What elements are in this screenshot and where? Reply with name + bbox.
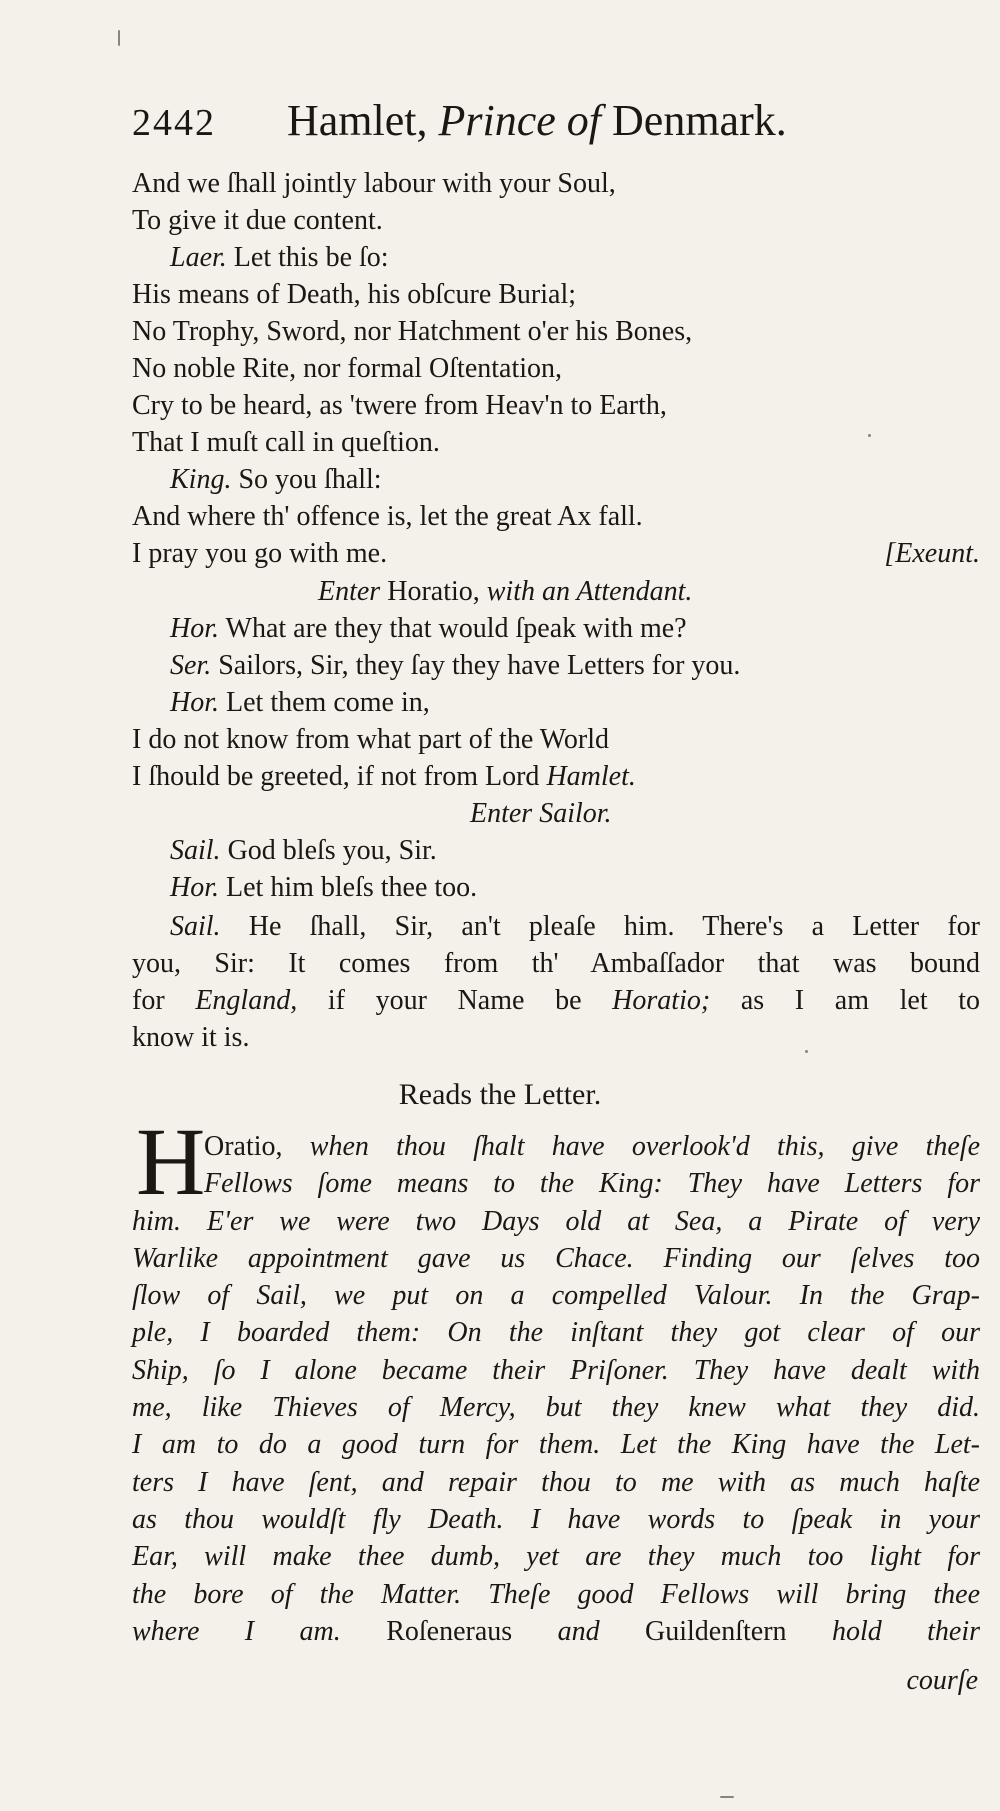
letter-line: ters I have ſent, and repair thou to me with as much haſte (132, 1466, 980, 1498)
verse-line: To give it due content. (132, 205, 383, 236)
page-speck (118, 30, 120, 46)
prose-line: for England, if your Name be Horatio; as I am let to (132, 985, 981, 1016)
verse-line: His means of Death, his obſcure Burial; (132, 279, 577, 310)
dialogue-line: I ſhould be greeted, if not from Lord Hamlet. (132, 761, 636, 792)
speaker-name: Ser. (170, 650, 212, 681)
dialogue-block (132, 611, 992, 801)
speaker-name: Sail. (170, 911, 221, 942)
letter-line: Ear, will make thee dumb, yet are they much too light for (132, 1541, 980, 1573)
verse-line: Laer. Let this be ſo: (170, 242, 389, 273)
verse-line: No noble Rite, nor formal Oſtentation, (132, 353, 563, 384)
dialogue-line: Hor. Let them come in, (170, 687, 430, 718)
letter-line: me, like Thieves of Mercy, but they knew what they did. (132, 1392, 980, 1424)
letter-line: Warlike appointment gave us Chace. Finding our ſelves too (132, 1242, 980, 1274)
verse-line: King. So you ſhall: (170, 464, 382, 495)
stage-direction: Enter Horatio, with an Attendant. (318, 576, 693, 607)
dialogue-line: Hor. Let him bleſs thee too. (170, 872, 478, 903)
speaker-name: King. (170, 464, 232, 495)
sailor-speech (132, 908, 980, 1056)
dialogue-line: Hor. What are they that would ſpeak with me? (170, 613, 687, 644)
speaker-name: Hor. (170, 872, 220, 903)
stage-direction: Enter Sailor. (470, 798, 612, 829)
catchword: courſe (906, 1665, 978, 1696)
speaker-name: Hor. (170, 613, 220, 644)
letter-line: ſlow of Sail, we put on a compelled Valour. In the Grap- (132, 1280, 980, 1312)
letter-line: Fellows ſome means to the King: They have Letters for (204, 1168, 980, 1200)
verse-line: I pray you go with me. [Exeunt. (132, 536, 980, 572)
verse-block (132, 166, 992, 576)
prose-line: know it is. (132, 1022, 250, 1053)
running-header (132, 95, 972, 155)
speaker-name: Laer. (170, 242, 227, 273)
verse-line: And where th' offence is, let the great Ax fall. (132, 501, 643, 532)
letter-line: Ship, ſo I alone became their Priſoner. They have dealt with (132, 1354, 980, 1386)
prose-line: Sail. He ſhall, Sir, an't pleaſe him. There's a Letter for (170, 911, 980, 942)
verse-line: That I muſt call in queſtion. (132, 427, 440, 458)
running-title: Hamlet, Prince of Denmark. (287, 96, 787, 145)
verse-line: Cry to be heard, as 'twere from Heav'n to Earth, (132, 390, 667, 421)
letter-line: where I am. Roſeneraus and Guildenſtern hold their (132, 1615, 981, 1647)
page-speck (720, 1796, 734, 1798)
letter-line: the bore of the Matter. Theſe good Fellows will bring thee (132, 1578, 980, 1610)
speaker-name: Sail. (170, 835, 221, 866)
drop-capital: H (136, 1108, 206, 1215)
speaker-name: Hor. (170, 687, 220, 718)
letter-line: ple, I boarded them: On the inſtant they got clear of our (132, 1317, 980, 1349)
letter-heading: Reads the Letter. (398, 1078, 602, 1111)
prose-line: you, Sir: It comes from th' Ambaſſador that was bound (132, 948, 980, 979)
dialogue-line: I do not know from what part of the World (132, 724, 610, 755)
verse-line: And we ſhall jointly labour with your Soul, (132, 168, 616, 199)
sailor-block (132, 833, 992, 913)
letter-line: him. E'er we were two Days old at Sea, a Pirate of very (132, 1205, 980, 1237)
page-number: 2442 (132, 102, 216, 144)
letter-text (132, 1128, 980, 1650)
dialogue-line: Sail. God bleſs you, Sir. (170, 835, 437, 866)
letter-line: I am to do a good turn for them. Let the King have the Let- (132, 1429, 980, 1461)
letter-line: Oratio, when thou ſhalt have overlook'd this, give theſe (204, 1131, 981, 1162)
exit-direction: [Exeunt. (884, 538, 980, 569)
dialogue-line: Ser. Sailors, Sir, they ſay they have Letters for you. (170, 650, 741, 681)
letter-line: as thou wouldſt fly Death. I have words to ſpeak in your (132, 1503, 980, 1535)
verse-line: No Trophy, Sword, nor Hatchment o'er his Bones, (132, 316, 693, 347)
